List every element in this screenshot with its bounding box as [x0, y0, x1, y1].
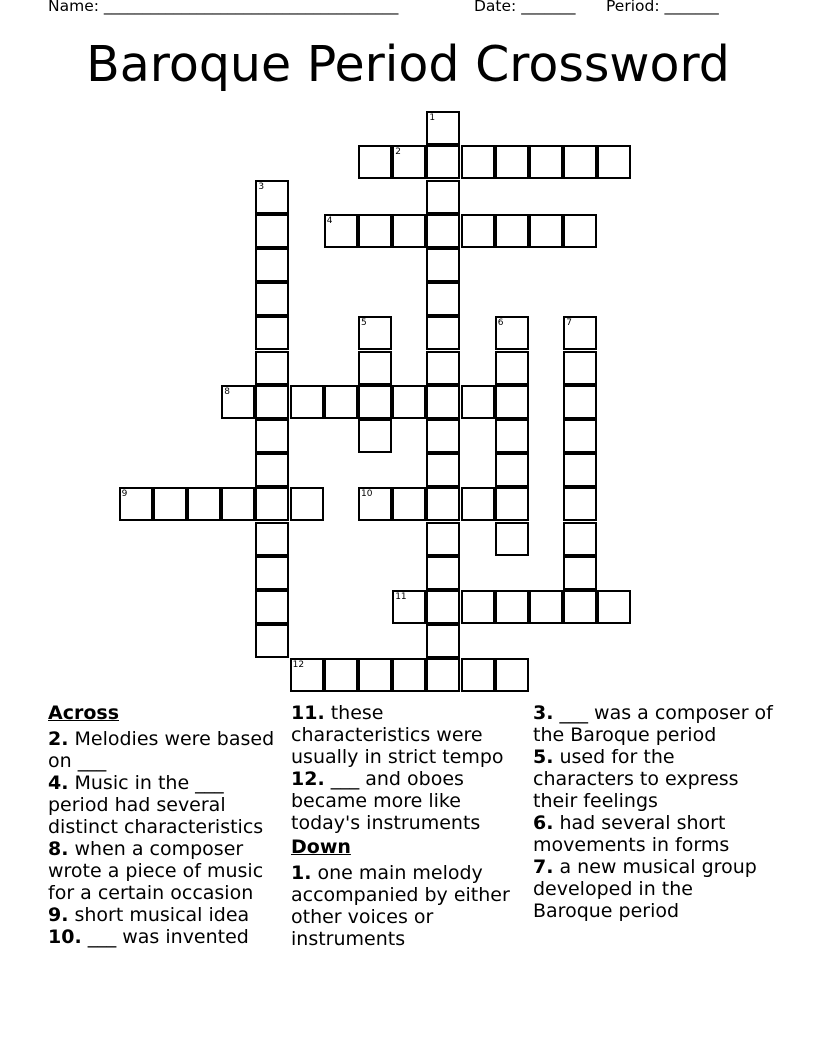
grid-cell[interactable]	[563, 316, 597, 350]
clue-number: 10	[361, 489, 373, 500]
clue-text: one main melody accompanied by either other voices or instruments	[291, 862, 510, 950]
grid-cell[interactable]	[563, 351, 597, 385]
clues-column-3	[533, 702, 773, 922]
grid-cell[interactable]	[461, 658, 495, 692]
clue-num: 11.	[291, 702, 325, 724]
grid-cell[interactable]	[426, 248, 460, 282]
grid-cell[interactable]	[324, 385, 358, 419]
clue-number: 4	[326, 215, 333, 226]
across-heading: Across	[48, 702, 120, 724]
grid-cell[interactable]	[426, 453, 460, 487]
grid-cell[interactable]	[563, 453, 597, 487]
grid-cell[interactable]	[290, 487, 324, 521]
grid-cell[interactable]	[529, 214, 563, 248]
clue-number: 11	[395, 591, 407, 602]
clue-text: when a composer wrote a piece of music for a certain occasion	[48, 838, 264, 904]
grid-cell[interactable]	[563, 214, 597, 248]
clue-num: 8.	[48, 838, 69, 860]
grid-cell[interactable]	[255, 248, 289, 282]
clue-item	[533, 702, 773, 746]
clue-num: 1.	[291, 862, 312, 884]
clue-num: 3.	[533, 702, 554, 724]
grid-cell[interactable]	[597, 590, 631, 624]
clue-item	[533, 746, 773, 812]
grid-cell[interactable]	[426, 385, 460, 419]
grid-cell[interactable]	[324, 658, 358, 692]
grid-cell[interactable]	[255, 590, 289, 624]
clue-number: 6	[497, 318, 504, 329]
clue-text: short musical idea	[68, 904, 250, 926]
clue-item	[48, 904, 284, 926]
grid-cell[interactable]	[255, 385, 289, 419]
grid-cell[interactable]	[358, 385, 392, 419]
grid-cell[interactable]	[461, 590, 495, 624]
grid-cell[interactable]	[495, 590, 529, 624]
grid-cell[interactable]	[392, 590, 426, 624]
clues-column-2	[291, 702, 527, 950]
clue-item	[533, 856, 773, 922]
clue-number: 9	[121, 489, 128, 500]
clue-text: a new musical group developed in the Baroque period	[533, 856, 757, 922]
grid-cell[interactable]	[255, 180, 289, 214]
clue-text: ___ was a composer of the Baroque period	[533, 702, 773, 746]
grid-cell[interactable]	[426, 111, 460, 145]
grid-cell[interactable]	[392, 214, 426, 248]
date-field[interactable]: Date: _______	[474, 0, 576, 15]
clue-item	[48, 838, 284, 904]
grid-cell[interactable]	[324, 214, 358, 248]
grid-cell[interactable]	[255, 624, 289, 658]
grid-cell[interactable]	[563, 590, 597, 624]
grid-cell[interactable]	[392, 658, 426, 692]
grid-cell[interactable]	[563, 145, 597, 179]
clue-text: Music in the ___ period had several distinct characteristics	[48, 772, 264, 838]
grid-cell[interactable]	[255, 316, 289, 350]
clue-num: 9.	[48, 904, 69, 926]
grid-cell[interactable]	[358, 419, 392, 453]
grid-cell[interactable]	[358, 214, 392, 248]
grid-cell[interactable]	[255, 487, 289, 521]
clue-num: 5.	[533, 746, 554, 768]
grid-cell[interactable]	[563, 556, 597, 590]
grid-cell[interactable]	[461, 487, 495, 521]
grid-cell[interactable]	[529, 590, 563, 624]
grid-cell[interactable]	[495, 522, 529, 556]
clue-item	[48, 772, 284, 838]
clue-text: ___ was invented	[81, 926, 249, 948]
clue-item	[533, 812, 773, 856]
grid-cell[interactable]	[358, 351, 392, 385]
clue-num: 10.	[48, 926, 82, 948]
grid-cell[interactable]	[153, 487, 187, 521]
grid-cell[interactable]	[290, 385, 324, 419]
grid-cell[interactable]	[255, 453, 289, 487]
clue-text: Melodies were based on ___	[48, 728, 275, 772]
grid-cell[interactable]	[358, 316, 392, 350]
grid-cell[interactable]	[426, 658, 460, 692]
grid-cell[interactable]	[221, 385, 255, 419]
grid-cell[interactable]	[255, 419, 289, 453]
clue-item	[48, 926, 284, 948]
grid-cell[interactable]	[221, 487, 255, 521]
clue-item	[291, 702, 527, 768]
clue-number: 2	[395, 147, 401, 158]
grid-cell[interactable]	[495, 351, 529, 385]
grid-cell[interactable]	[495, 419, 529, 453]
grid-cell[interactable]	[426, 522, 460, 556]
grid-cell[interactable]	[426, 351, 460, 385]
grid-cell[interactable]	[461, 385, 495, 419]
clues-column-1	[48, 702, 284, 948]
grid-cell[interactable]	[495, 487, 529, 521]
grid-cell[interactable]	[426, 487, 460, 521]
grid-cell[interactable]	[392, 487, 426, 521]
down-heading: Down	[291, 836, 351, 858]
clue-num: 7.	[533, 856, 554, 878]
clue-number: 3	[258, 181, 265, 192]
grid-cell[interactable]	[495, 658, 529, 692]
grid-cell[interactable]	[358, 145, 392, 179]
grid-cell[interactable]	[495, 145, 529, 179]
grid-cell[interactable]	[495, 385, 529, 419]
clue-text: ___ and oboes became more like today's instruments	[291, 768, 481, 834]
clue-item	[291, 768, 527, 834]
clue-item	[291, 862, 527, 950]
grid-cell[interactable]	[426, 316, 460, 350]
grid-cell[interactable]	[255, 556, 289, 590]
grid-cell[interactable]	[495, 316, 529, 350]
grid-cell[interactable]	[426, 624, 460, 658]
grid-cell[interactable]	[119, 487, 153, 521]
clue-num: 12.	[291, 768, 325, 790]
grid-cell[interactable]	[255, 522, 289, 556]
grid-cell[interactable]	[358, 487, 392, 521]
clue-number: 8	[224, 386, 230, 397]
clue-number: 12	[292, 660, 305, 671]
grid-cell[interactable]	[426, 419, 460, 453]
clue-num: 4.	[48, 772, 69, 794]
grid-cell[interactable]	[563, 487, 597, 521]
grid-cell[interactable]	[563, 522, 597, 556]
grid-cell[interactable]	[461, 214, 495, 248]
grid-cell[interactable]	[426, 556, 460, 590]
grid-cell[interactable]	[563, 419, 597, 453]
grid-cell[interactable]	[461, 145, 495, 179]
grid-cell[interactable]	[358, 658, 392, 692]
clue-number: 5	[361, 318, 367, 329]
clue-number: 7	[566, 318, 572, 329]
clue-text: had several short movements in forms	[533, 812, 730, 856]
period-field[interactable]: Period: _______	[606, 0, 719, 15]
clue-text: used for the characters to express their feelings	[533, 746, 739, 812]
grid-cell[interactable]	[392, 385, 426, 419]
grid-cell[interactable]	[426, 282, 460, 316]
grid-cell[interactable]	[597, 145, 631, 179]
clue-num: 6.	[533, 812, 554, 834]
clue-number: 1	[429, 113, 436, 124]
grid-cell[interactable]	[290, 658, 324, 692]
grid-cell[interactable]	[426, 590, 460, 624]
page-title: Baroque Period Crossword	[86, 36, 730, 93]
name-field[interactable]: Name: ______________________________________	[48, 0, 399, 15]
grid-cell[interactable]	[255, 282, 289, 316]
grid-cell[interactable]	[392, 145, 426, 179]
grid-cell[interactable]	[495, 214, 529, 248]
grid-cell[interactable]	[255, 214, 289, 248]
grid-cell[interactable]	[495, 453, 529, 487]
clue-num: 2.	[48, 728, 69, 750]
grid-cell[interactable]	[426, 214, 460, 248]
clue-item	[48, 728, 284, 772]
grid-cell[interactable]	[426, 180, 460, 214]
grid-cell[interactable]	[255, 351, 289, 385]
grid-cell[interactable]	[529, 145, 563, 179]
grid-cell[interactable]	[187, 487, 221, 521]
grid-cell[interactable]	[563, 385, 597, 419]
clue-text: these characteristics were usually in strict tempo	[291, 702, 504, 768]
grid-cell[interactable]	[426, 145, 460, 179]
